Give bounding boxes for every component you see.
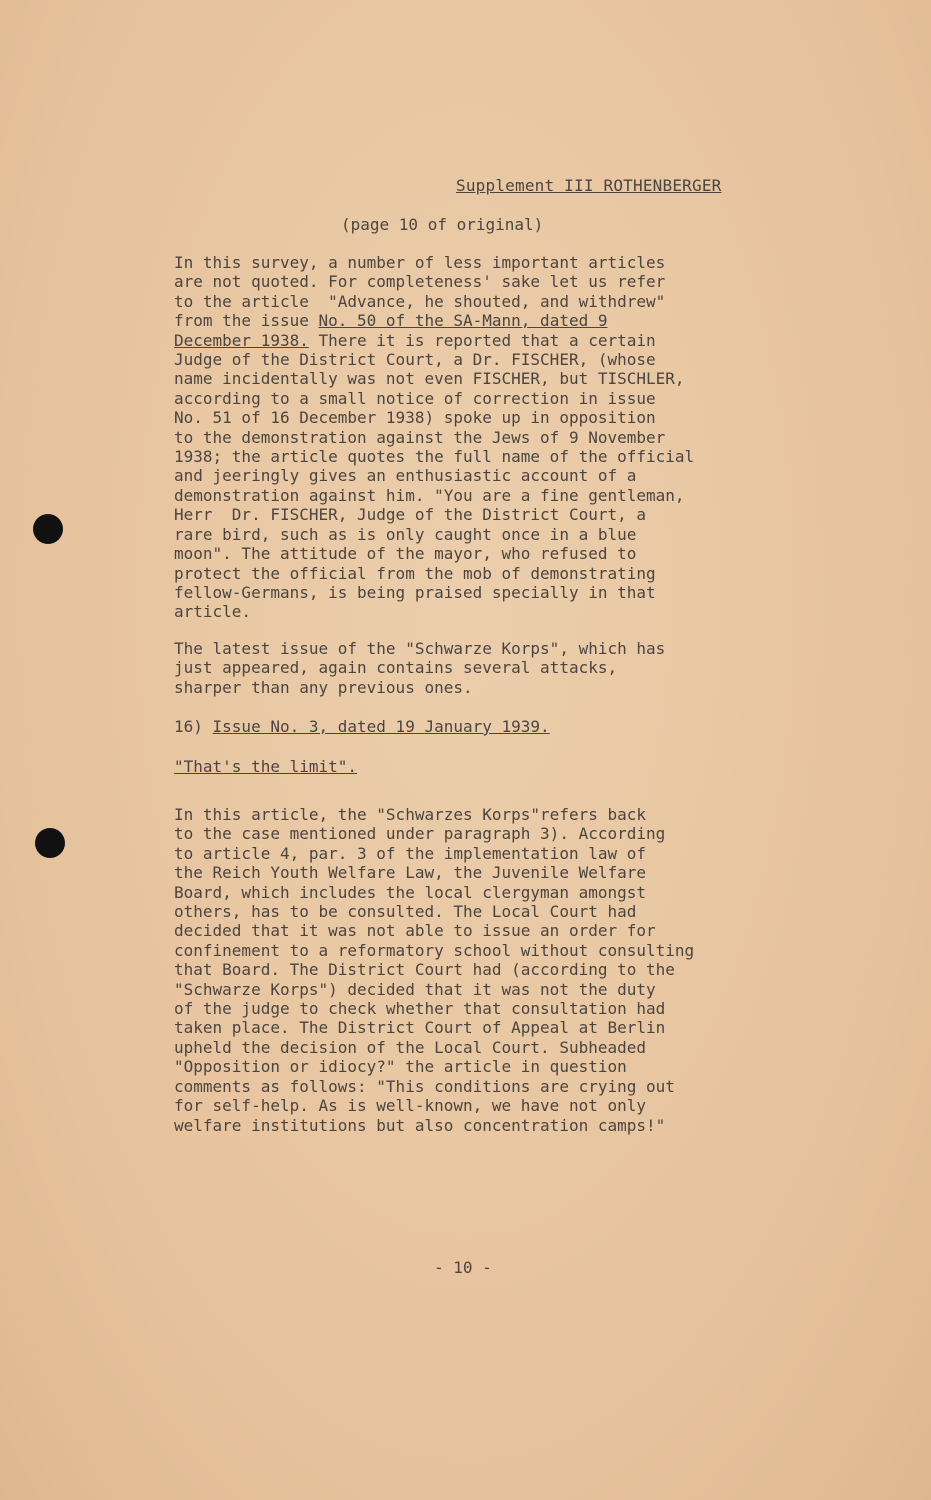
page-reference: (page 10 of original) bbox=[341, 215, 544, 234]
text-line: No. 51 of 16 December 1938) spoke up in opposition bbox=[174, 408, 656, 428]
article-title: "That's the limit". bbox=[174, 757, 358, 776]
text-line: welfare institutions but also concentration camps!" bbox=[174, 1115, 666, 1135]
text-line: "Schwarze Korps") decided that it was not the duty bbox=[174, 979, 656, 999]
text-line: comments as follows: "This conditions are crying out bbox=[174, 1076, 675, 1096]
page-number: - 10 - bbox=[434, 1258, 492, 1277]
text-line: In this survey, a number of less important articles bbox=[174, 253, 666, 272]
text-line: article. bbox=[174, 602, 252, 622]
text-line: "Opposition or idiocy?" the article in question bbox=[174, 1057, 627, 1077]
issue-reference: No. 50 of the SA-Mann, dated 9 bbox=[318, 311, 608, 331]
punch-hole bbox=[33, 514, 63, 544]
text-line: The latest issue of the "Schwarze Korps", which has bbox=[174, 639, 666, 658]
text-line: Board, which includes the local clergyman amongst bbox=[174, 882, 647, 902]
text-line: of the judge to check whether that consultation had bbox=[174, 999, 666, 1019]
issue-heading: Issue No. 3, dated 19 January 1939. bbox=[212, 717, 550, 736]
issue-date: December 1938. bbox=[174, 330, 309, 350]
text-line: the Reich Youth Welfare Law, the Juvenile Welfare bbox=[174, 863, 647, 883]
text-line: decided that it was not able to issue an order for bbox=[174, 921, 656, 941]
text-line: to the demonstration against the Jews of 9 November bbox=[174, 427, 666, 447]
text-line: others, has to be consulted. The Local Court had bbox=[174, 902, 637, 922]
item-number: 16) bbox=[174, 717, 213, 736]
text-line: demonstration against him. "You are a fine gentleman, bbox=[174, 485, 685, 505]
text-line: and jeeringly gives an enthusiastic account of a bbox=[174, 466, 637, 486]
text-line: confinement to a reformatory school without consulting bbox=[174, 940, 695, 960]
text-line: to the article "Advance, he shouted, and withdrew" bbox=[174, 291, 666, 311]
text-line: from the issue bbox=[174, 311, 319, 331]
text-line: protect the official from the mob of demonstrating bbox=[174, 563, 656, 583]
text-line: 1938; the article quotes the full name of the official bbox=[174, 447, 695, 467]
text-line: In this article, the "Schwarzes Korps"refers back bbox=[174, 805, 647, 824]
text-line: moon". The attitude of the mayor, who refused to bbox=[174, 544, 637, 564]
text-line: Herr Dr. FISCHER, Judge of the District Court, a bbox=[174, 505, 647, 525]
text-line: according to a small notice of correction in issue bbox=[174, 388, 656, 408]
item-16-heading bbox=[174, 717, 550, 736]
text-line: sharper than any previous ones. bbox=[174, 677, 473, 697]
text-line: to article 4, par. 3 of the implementation law of bbox=[174, 843, 647, 863]
text-line: Judge of the District Court, a Dr. FISCHER, (whose bbox=[174, 350, 656, 370]
text-line: upheld the decision of the Local Court. Subheaded bbox=[174, 1037, 647, 1057]
text-line: that Board. The District Court had (according to the bbox=[174, 960, 675, 980]
punch-hole bbox=[35, 828, 65, 858]
text-line: There it is reported that a certain bbox=[308, 330, 656, 350]
text-line: are not quoted. For completeness' sake let us refer bbox=[174, 272, 666, 292]
paragraph-1 bbox=[174, 253, 824, 622]
text-line: to the case mentioned under paragraph 3). According bbox=[174, 824, 666, 844]
text-line: name incidentally was not even FISCHER, but TISCHLER, bbox=[174, 369, 685, 389]
paragraph-2 bbox=[174, 639, 824, 697]
text-line: taken place. The District Court of Appeal at Berlin bbox=[174, 1018, 666, 1038]
text-line: just appeared, again contains several attacks, bbox=[174, 658, 618, 678]
paragraph-3 bbox=[174, 805, 824, 1135]
text-line: fellow-Germans, is being praised specially in that bbox=[174, 582, 656, 602]
text-line: rare bird, such as is only caught once in a blue bbox=[174, 524, 637, 544]
supplement-heading: Supplement III ROTHENBERGER bbox=[456, 176, 722, 195]
text-line: for self-help. As is well-known, we have not only bbox=[174, 1096, 647, 1116]
